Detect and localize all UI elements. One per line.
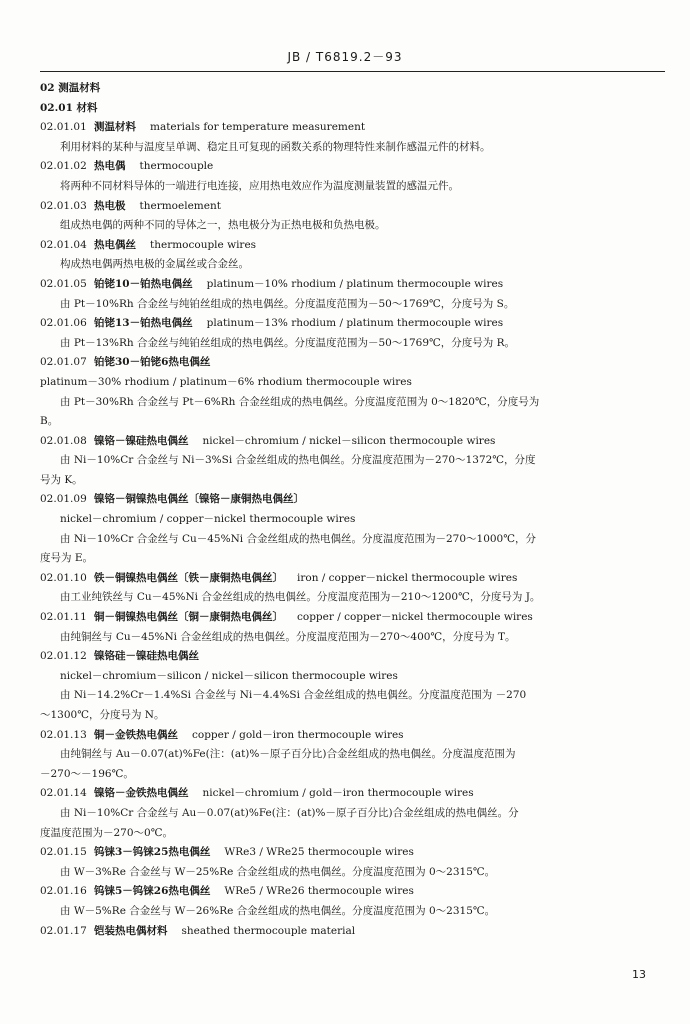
term-line [40,925,665,945]
line-text: 由 W－5%Re 合金丝与 W－26%Re 合金丝组成的热电偶丝。分度温度范围为 0～2315℃。 [60,904,496,917]
continuation-line [40,474,665,494]
term-english: materials for temperature measurement [150,121,366,134]
definition-line [40,631,665,651]
definition-line [40,141,665,161]
document-body [40,82,665,944]
term-chinese: 镍铬－镍硅热电偶丝 [94,434,189,447]
term-chinese: 铂铑13－铂热电偶丝 [94,317,193,330]
continuation-line [40,552,665,572]
term-line [40,160,665,180]
term-chinese: 钨铼3－钨铼25热电偶丝 [94,846,211,859]
line-text: 度温度范围为－270～0℃。 [40,826,173,839]
continuation-line [40,709,665,729]
term-number: 02.01.06 [40,317,87,330]
term-number: 02.01.04 [40,238,87,251]
term-number: 02.01.11 [40,611,87,624]
term-line [40,846,665,866]
term-line [40,121,665,141]
term-english: copper / gold－iron thermocouple wires [192,728,404,741]
line-text: 组成热电偶的两种不同的导体之一，热电极分为正热电极和负热电极。 [60,219,386,232]
term-english: WRe3 / WRe25 thermocouple wires [224,846,414,859]
term-line [40,239,665,259]
definition-line [40,905,665,925]
page-header: JB / T6819.2－93 [287,50,403,64]
term-english: platinum－13% rhodium / platinum thermocouple wires [206,317,504,330]
term-chinese: 铂铑10－铂热电偶丝 [94,277,193,290]
term-line [40,200,665,220]
term-chinese: 铜－铜镍热电偶丝〔铜－康铜热电偶丝〕 [94,611,283,624]
term-number: 02.01.13 [40,728,87,741]
term-english: copper / copper－nickel thermocouple wires [297,611,533,624]
term-number: 02.01.01 [40,121,87,134]
definition-line [40,591,665,611]
term-number: 02.01.03 [40,199,87,212]
term-line [40,611,665,631]
heading-text: 02 测温材料 [40,82,101,94]
line-text: B。 [40,415,59,428]
term-line [40,885,665,905]
page-number: 13 [632,968,646,981]
line-text: platinum－30% rhodium / platinum－6% rhodium thermocouple wires [40,375,412,388]
line-text: 由纯铜丝与 Cu－45%Ni 合金丝组成的热电偶丝。分度温度范围为－270～400℃，分度号为 T。 [60,630,516,643]
term-english: nickel－chromium / gold－iron thermocouple wires [202,787,474,800]
term-chinese: 热电极 [94,199,126,212]
line-text: 由 W－3%Re 合金丝与 W－25%Re 合金丝组成的热电偶丝。分度温度范围为 0～2315℃。 [60,865,496,878]
line-text: 由 Ni－10%Cr 合金丝与 Ni－3%Si 合金丝组成的热电偶丝。分度温度范围为－270～1372℃，分度 [60,454,536,467]
term-chinese: 测温材料 [94,121,136,134]
continuation-line [40,415,665,435]
line-text: 将两种不同材料导体的一端进行电连接，应用热电效应作为温度测量装置的感温元件。 [60,179,459,192]
definition-line [40,337,665,357]
term-line [40,278,665,298]
term-english: thermocouple wires [150,238,257,251]
term-number: 02.01.17 [40,924,87,937]
term-number: 02.01.10 [40,571,87,584]
term-line [40,787,665,807]
definition-line [40,219,665,239]
line-text: 由 Pt－13%Rh 合金丝与纯铂丝组成的热电偶丝。分度温度范围为－50～1769℃，分度号为 R。 [60,336,516,349]
line-text: 由纯铜丝与 Au－0.07(at)%Fe(注：(at)%－原子百分比)合金丝组成的热电偶丝。分度温度范围为 [60,748,516,761]
term-english: thermocouple [139,160,214,173]
continuation-line [40,768,665,788]
line-text: －270～－196℃。 [40,767,134,780]
term-number: 02.01.12 [40,650,87,663]
term-english: WRe5 / WRe26 thermocouple wires [224,885,414,898]
term-line [40,317,665,337]
term-chinese: 铜－金铁热电偶丝 [94,728,178,741]
line-text: 由 Ni－10%Cr 合金丝与 Au－0.07(at)%Fe(注：(at)%－原子百分比)合金丝组成的热电偶丝。分 [60,806,519,819]
term-chinese: 镍铬－铜镍热电偶丝〔镍铬－康铜热电偶丝〕 [94,493,304,506]
line-text: 由 Pt－10%Rh 合金丝与纯铂丝组成的热电偶丝。分度温度范围为－50～1769℃，分度号为 S。 [60,297,515,310]
term-line [40,572,665,592]
line-text: nickel－chromium / copper－nickel thermocouple wires [60,513,356,526]
definition-line [40,689,665,709]
term-english: nickel－chromium / nickel－silicon thermocouple wires [202,434,496,447]
line-text: 由 Pt－30%Rh 合金丝与 Pt－6%Rh 合金丝组成的热电偶丝。分度温度范围为 0～1820℃，分度号为 [60,395,540,408]
term-english: iron / copper－nickel thermocouple wires [297,571,518,584]
heading-text: 02.01 材料 [40,101,98,114]
term-chinese: 热电偶丝 [94,238,136,251]
term-line [40,435,665,455]
term-chinese: 热电偶 [94,160,126,173]
definition-line [40,670,665,690]
line-text: 利用材料的某种与温度呈单调、稳定且可复现的函数关系的物理特性来制作感温元件的材料。 [60,140,491,153]
definition-line [40,748,665,768]
term-line [40,650,665,670]
term-chinese: 钨铼5－钨铼26热电偶丝 [94,885,211,898]
term-number: 02.01.08 [40,434,87,447]
term-english: platinum－10% rhodium / platinum thermocouple wires [206,277,504,290]
definition-line [40,807,665,827]
definition-line [40,396,665,416]
term-line [40,356,665,376]
term-english: sheathed thermocouple material [181,924,356,937]
line-text: 由 Ni－10%Cr 合金丝与 Cu－45%Ni 合金丝组成的热电偶丝。分度温度范围为－270～1000℃，分 [60,532,536,545]
term-line [40,729,665,749]
line-text: 由 Ni－14.2%Cr－1.4%Si 合金丝与 Ni－4.4%Si 合金丝组成的热电偶丝。分度温度范围为 －270 [60,689,527,702]
term-number: 02.01.07 [40,356,87,369]
line-text: 度号为 E。 [40,552,94,565]
continuation-line [40,376,665,396]
definition-line [40,866,665,886]
term-chinese: 铁－铜镍热电偶丝〔铁－康铜热电偶丝〕 [94,571,283,584]
section-heading [40,82,665,102]
term-number: 02.01.02 [40,160,87,173]
term-number: 02.01.16 [40,885,87,898]
term-number: 02.01.15 [40,846,87,859]
term-number: 02.01.09 [40,493,87,506]
term-chinese: 镍铬硅－镍硅热电偶丝 [94,650,199,663]
line-text: ～1300℃，分度号为 N。 [40,709,165,721]
definition-line [40,513,665,533]
term-english: thermoelement [139,199,221,212]
term-chinese: 铠装热电偶材料 [94,924,168,937]
definition-line [40,533,665,553]
definition-line [40,454,665,474]
term-number: 02.01.14 [40,787,87,800]
term-chinese: 镍铬－金铁热电偶丝 [94,787,189,800]
term-line [40,493,665,513]
definition-line [40,180,665,200]
definition-line [40,258,665,278]
line-text: nickel－chromium－silicon / nickel－silicon thermocouple wires [60,669,398,682]
term-number: 02.01.05 [40,277,87,290]
section-heading [40,102,665,122]
header-rule [40,71,665,72]
line-text: 由工业纯铁丝与 Cu－45%Ni 合金丝组成的热电偶丝。分度温度范围为－210～1200℃，分度号为 J。 [60,591,541,604]
term-chinese: 铂铑30－铂铑6热电偶丝 [94,356,211,369]
line-text: 号为 K。 [40,473,83,486]
continuation-line [40,827,665,847]
line-text: 构成热电偶两热电极的金属丝或合金丝。 [60,258,249,271]
definition-line [40,298,665,318]
